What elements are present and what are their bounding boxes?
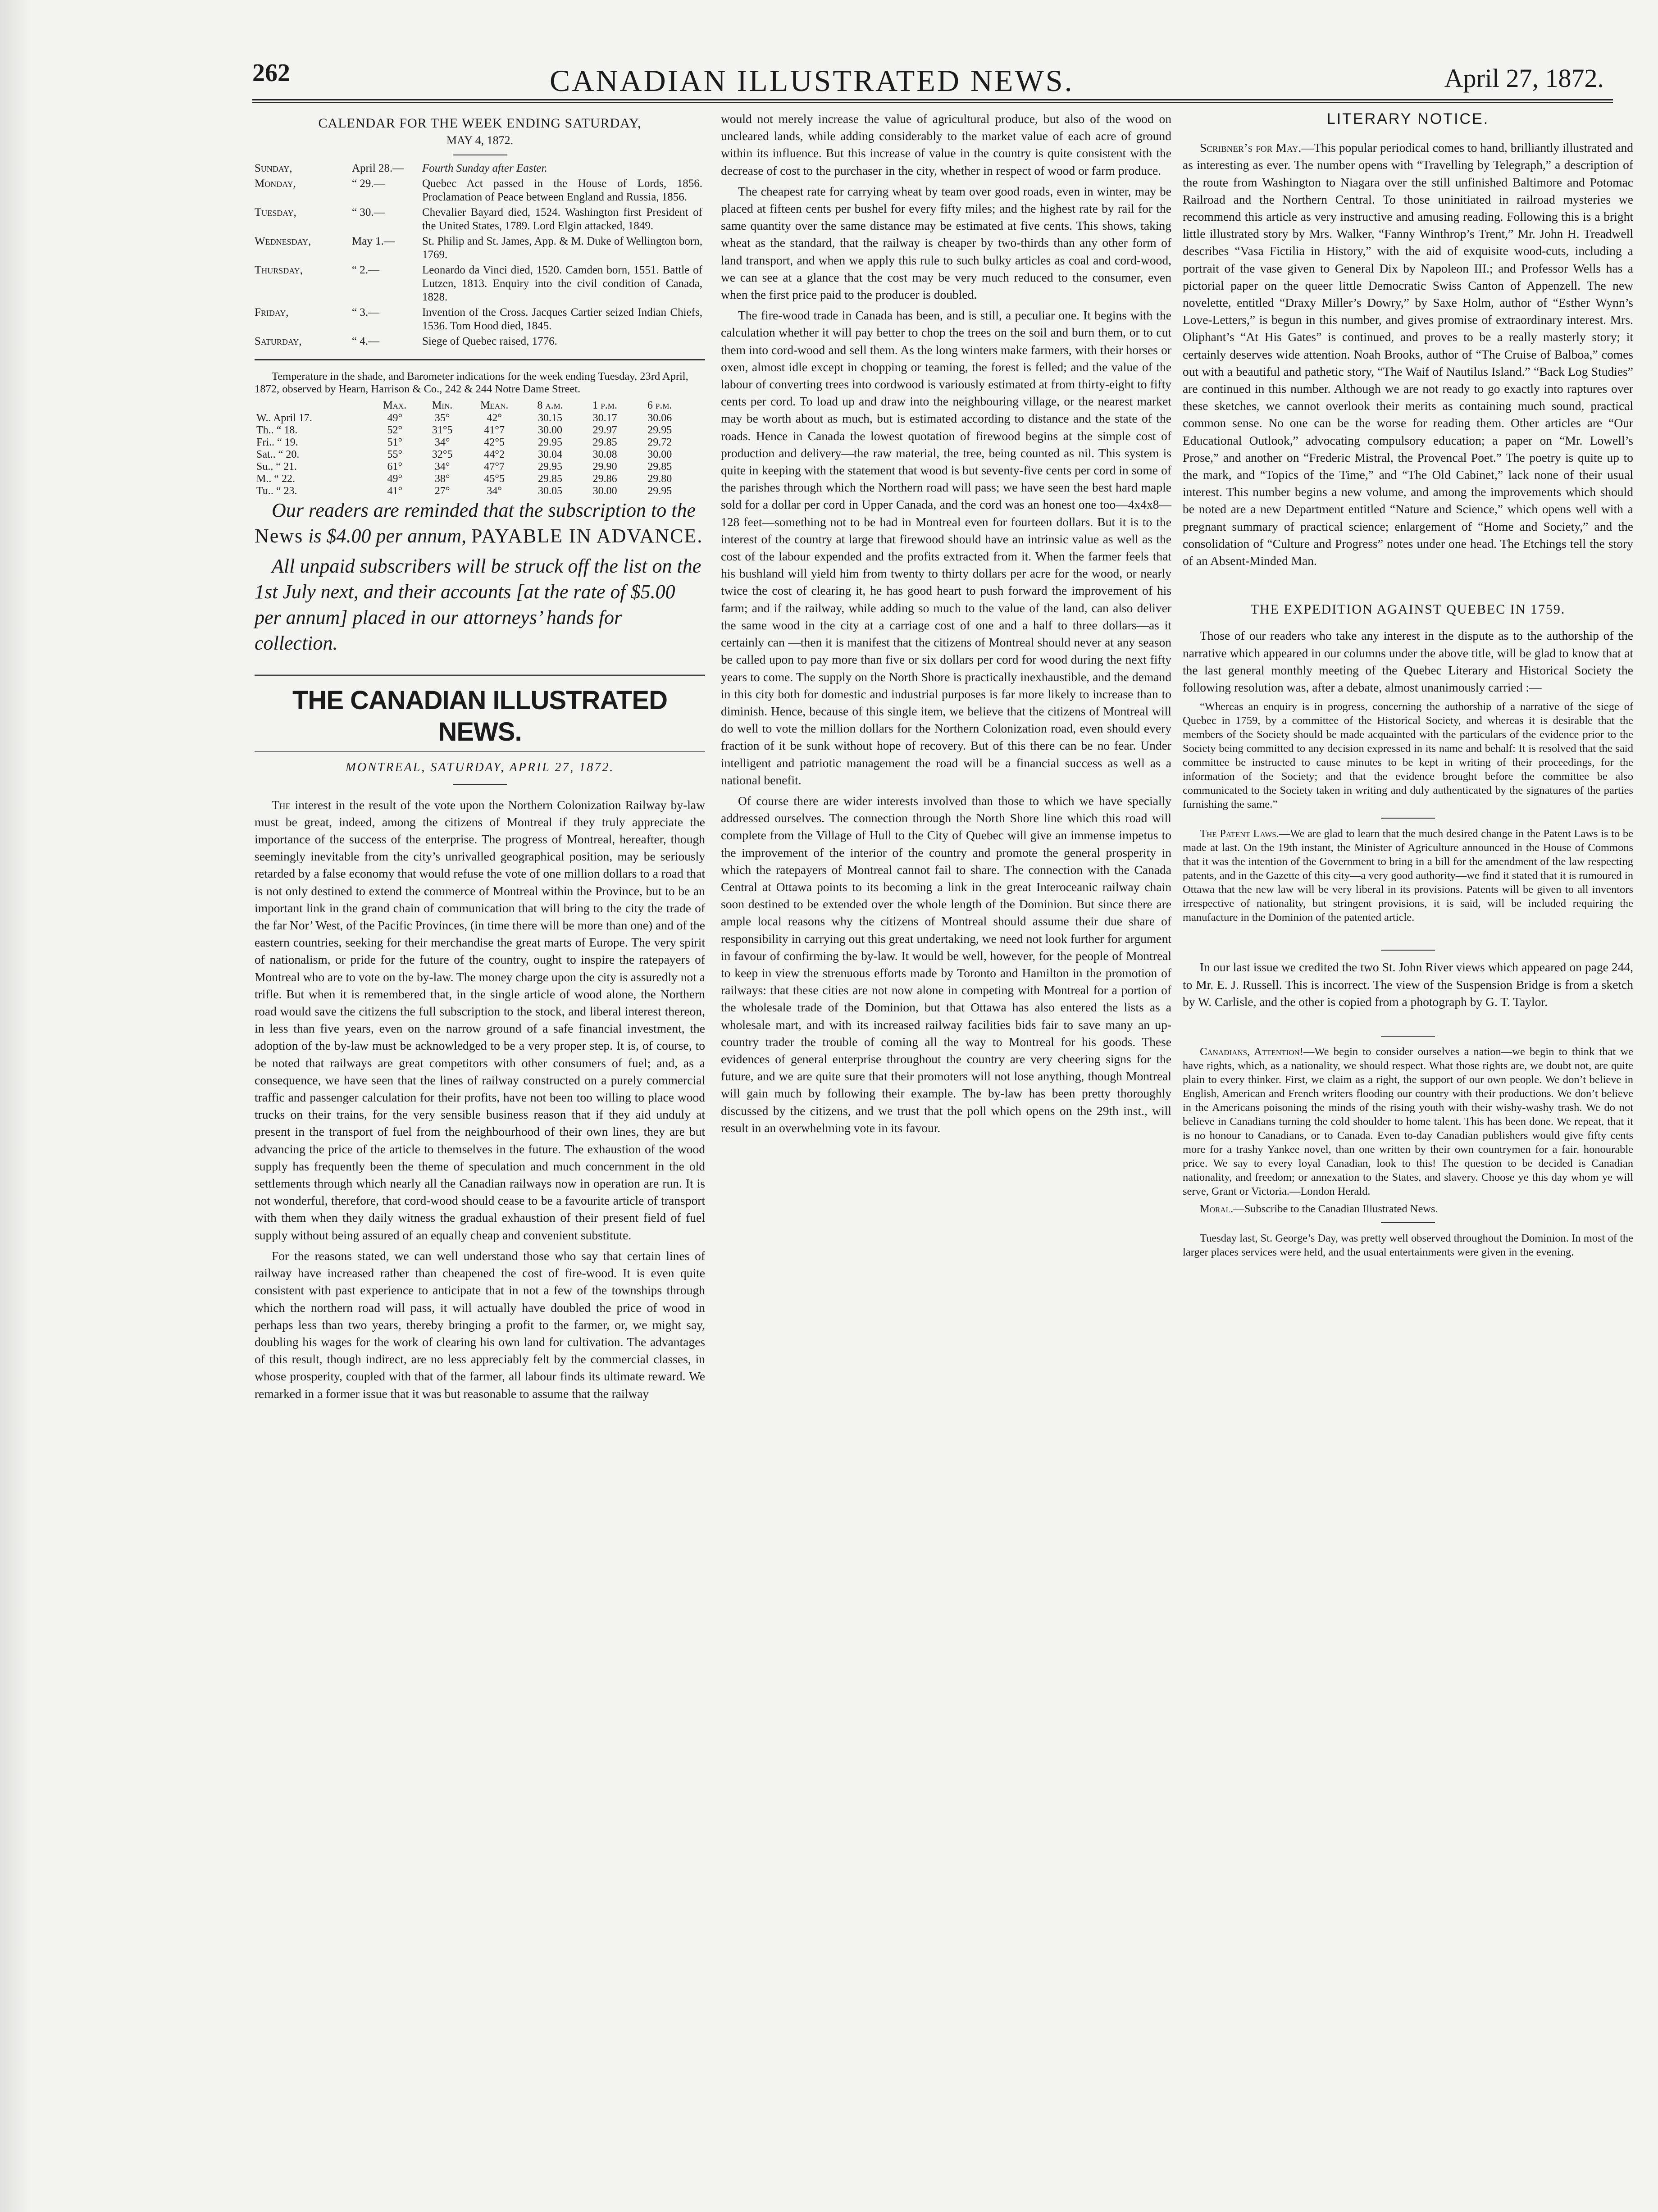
temperature-cell: 29.85 <box>592 437 617 449</box>
calendar-date: “ 4.— <box>352 335 380 348</box>
temperature-cell: 38° <box>434 473 450 485</box>
calendar-entry: Siege of Quebec raised, 1776. <box>422 335 557 348</box>
spacer <box>1183 928 1633 950</box>
temperature-cell: 34° <box>434 437 450 449</box>
temperature-cell: 30.08 <box>592 449 617 461</box>
temperature-cell: 42°5 <box>484 437 505 449</box>
calendar-entry: Quebec Act passed in the House of Lords, 1856. Proclamation of Peace between England and Russia, 1856. <box>422 178 702 204</box>
temperature-row <box>255 412 687 424</box>
calendar-day: Friday, <box>255 306 289 319</box>
patent-laws-notice: The Patent Laws.—We are glad to learn that the much desired change in the Patent Laws is to be made at last. On the 19th instant, the Minister of Agriculture announced in the House of Commons that it was the intention of the Government to bring in a bill for the amendment of the law respecting patents, and in the Gazette of this city—a very good authority—we find it stated that it is rumoured in Ottawa that the new law will be very liberal in its provisions. Patents will be given to all inventors irrespective of nationality, but stringent provisions, it is said, will be included requiring the manufacture in the Dominion of the patented article. <box>1183 828 1633 924</box>
temperature-header: Min. <box>432 400 453 412</box>
temperature-cell: Sat.. “ 20. <box>256 449 300 461</box>
temperature-row <box>255 424 687 437</box>
calendar-row <box>255 206 705 235</box>
temperature-cell: 41° <box>387 485 403 497</box>
temperature-cell: 29.97 <box>592 424 617 437</box>
masthead <box>252 59 1604 104</box>
temperature-cell: 51° <box>387 437 403 449</box>
temperature-cell: 27° <box>434 485 450 497</box>
expedition-resolution: “Whereas an enquiry is in progress, concerning the authorship of a narrative of the siege of Quebec in 1759, by a committee of the Historical Society, and whereas it is desirable that the members of the Society should be made acquainted with the particulars of the evidence prior to the Society being committed to any decision expressed in its name and behalf: It is resolved that the said committee be instructed to cause minutes to be kept in writing of their proceedings, for the information of the Society; and that the evidence brought before the committee be also communicated to the Society taken in writing and duly authenticated by the signatures of the parties furnishing the same.” <box>1183 701 1633 811</box>
editorial-masthead: THE CANADIAN ILLUSTRATED NEWS. <box>292 686 667 747</box>
temperature-cell: 30.00 <box>538 424 563 437</box>
temperature-cell: 41°7 <box>484 424 505 437</box>
temperature-cell: 30.05 <box>538 485 563 497</box>
temperature-cell: 29.85 <box>647 461 672 473</box>
temperature-cell: Th.. “ 18. <box>256 424 298 437</box>
temperature-header: Mean. <box>480 400 509 412</box>
temperature-cell: 29.86 <box>592 473 617 485</box>
st-george-notice: Tuesday last, St. George’s Day, was pretty well observed throughout the Dominion. In most of the larger places services were held, and the usual entertainments were given in the evening. <box>1183 1232 1633 1258</box>
calendar-entry: Leonardo da Vinci died, 1520. Camden born, 1551. Battle of Lutzen, 1813. Enquiry into the civil condition of Canada, 1828. <box>422 264 702 304</box>
temperature-cell: 30.15 <box>538 412 563 424</box>
calendar-date: “ 29.— <box>352 178 385 190</box>
temperature-cell: 44°2 <box>484 449 505 461</box>
subscription-notice: Our readers are reminded that the subscription to the News is $4.00 per annum, PAYABLE IN ADVANCE. <box>255 499 703 547</box>
editorial-paragraph: The interest in the result of the vote upon the Northern Colonization Railway by-law must be great, indeed, among the citizens of Montreal if they truly appreciate the importance of the success of the enterprise. The progress of Montreal, hereafter, though seemingly inevitable from the city’s unrivalled geographical position, may be seriously retarded by a false economy that would refuse the vote of one million dollars to a road that is not only destined to extend the commerce of Montreal within the Province, but to be an important link in the grand chain of communication that will bring to the city the trade of the far Nor’ West, of the Pacific Provinces, (in time there will be more than one) and of the eastern countries, seeking for their merchandise the great marts of Europe. The very spirit of nationalism, or pride for the future of the country, ought to inspire the ratepayers of Montreal who are to vote on the by-law. The money charge upon the city is assuredly not a trifle. But when it is remembered that, in the single article of wood alone, the Northern road would save the citizens the full subscription to the stock, and liberal interest thereon, in less than five years, even on the narrow ground of a safe financial investment, the adoption of the by-law must be acknowledged to be a very proper step. It is, of course, to be noted that railways are great competitors with other consumers of fuel; and, as a consequence, we have seen that the lines of railway constructed on a purely commercial traffic and passenger calculation for their profits, have not been too willing to place wood trucks on their trains, for the very sensible business reason that if they aid unduly at present in the transport of fuel from the neighbourhood of their own lines, they are but advancing the price of the article to themselves in the future. The exhaustion of the wood supply has frequently been the theme of speculation and much concernment in the old settlements through which nearly all the Canadian railways now in operation are run. It is not wonderful, therefore, that cord-wood should cease to be a favourite article of transport with them when they daily witness the gradual exhaustion of their present field of fuel supply without being assured of an equally cheap and convenient substitute. <box>255 797 705 1242</box>
calendar-entry: Chevalier Bayard died, 1524. Washington first President of the United States, 1789. Lord Elgin attacked, 1849. <box>422 206 702 232</box>
calendar-table <box>255 162 705 350</box>
literary-notice-title: LITERARY NOTICE. <box>1326 110 1489 127</box>
short-divider <box>453 784 507 785</box>
calendar-date: “ 2.— <box>352 264 380 277</box>
masthead-rule <box>252 99 1613 103</box>
temperature-row <box>255 437 687 449</box>
calendar-day: Saturday, <box>255 335 302 348</box>
editorial-paragraph: Of course there are wider interests involved than those to which we have specially addressed ourselves. The connection through the North Shore line which this road will complete from the Village of Hull to the City of Quebec will give an immense impetus to the improvement of the interior of the country and promote the general prosperity in which the ratepayers of Montreal cannot fail to share. The connection with the Canada Central at Ottawa points to its becoming a link in the great Interoceanic railway chain soon destined to be extended over the whole length of the Dominion. But since there are ample local reasons why the citizens of Montreal should assume their due share of responsibility in carrying out this great undertaking, we need not look further for argument in favour of confirming the by-law. It would be well, however, for the people of Montreal to keep in view the strenuous efforts made by Toronto and Hamilton in the promotion of railways: that these cities are not now alone in competing with Montreal for a portion of the wholesale trade of the Dominion, but that Ottawa has also entered the lists as a wholesale mart, and with its increased railway facilities bids fair to save many an up-country trader the trouble of coming all the way to Montreal for his goods. These evidences of general enterprise throughout the country are very cheering signs for the future, and we are quite sure that their promoters will not lose anything, though Montreal will gain much by following their example. The by-law has been pretty thoroughly discussed by the citizens, and we trust that the poll which opens on the 29th inst., will result in an overwhelming vote in its favour. <box>721 793 1171 1135</box>
editorial-dateline: MONTREAL, SATURDAY, APRIL 27, 1872. <box>345 760 615 775</box>
calendar-day: Thursday, <box>255 264 303 277</box>
calendar-entry: Invention of the Cross. Jacques Cartier seized Indian Chiefs, 1536. Tom Hood died, 1845. <box>422 306 702 332</box>
temperature-cell: 30.00 <box>647 449 672 461</box>
expedition-intro: Those of our readers who take any interest in the dispute as to the authorship of the narrative which appeared in our columns under the above title, will be glad to know that at the last general monthly meeting of the Quebec Literary and Historical Society the following resolution was, after a debate, almost unanimously carried :— <box>1183 628 1633 695</box>
temperature-cell: 30.00 <box>592 485 617 497</box>
short-divider <box>1381 950 1435 951</box>
temperature-cell: Tu.. “ 23. <box>256 485 297 497</box>
column-middle <box>721 110 1171 1140</box>
temperature-cell: 30.06 <box>647 412 672 424</box>
temperature-cell: 29.85 <box>538 473 563 485</box>
calendar-date: May 1.— <box>352 235 395 248</box>
short-divider <box>1381 818 1435 819</box>
editorial-paragraph: The cheapest rate for carrying wheat by team over good roads, even in winter, may be placed at fifteen cents per bushel for every fifty miles; and the highest rate by rail for the same quantity over the same distance may be estimated at five cents. This shows, taking wheat as the standard, that the railway is cheaper by two-thirds than any other form of land transport, and when we apply this rule to such bulky articles as coal and cord-wood, we can see at a glance that the cost may be very much reduced to the consumer, even when the first price paid to the producer is doubled. <box>721 184 1171 302</box>
unpaid-notice: All unpaid subscribers will be struck off the list on the 1st July next, and their accounts [at the rate of $5.00 per annum] placed in our attorneys’ hands for collection. <box>255 555 701 655</box>
temperature-cell: 29.95 <box>647 485 672 497</box>
temperature-cell: 31°5 <box>432 424 453 437</box>
correction-notice: In our last issue we credited the two St. John River views which appeared on page 244, to Mr. E. J. Russell. This is incorrect. The view of the Suspension Bridge is from a sketch by W. Carlisle, and the other is copied from a photograph by G. T. Taylor. <box>1183 960 1633 1009</box>
temperature-cell: Fri.. “ 19. <box>256 437 298 449</box>
temperature-cell: 30.04 <box>538 449 563 461</box>
temperature-cell: 47°7 <box>484 461 505 473</box>
expedition-title: THE EXPEDITION AGAINST QUEBEC IN 1759. <box>1250 602 1566 617</box>
calendar-day: Wednesday, <box>255 235 311 248</box>
temperature-cell: 29.95 <box>538 461 563 473</box>
temperature-header <box>255 399 371 412</box>
calendar-row <box>255 306 705 335</box>
column-right <box>1183 110 1633 1263</box>
temperature-cell: 34° <box>434 461 450 473</box>
temperature-cell: W.. April 17. <box>256 412 312 424</box>
literary-notice: Scribner’s for May.—This popular periodical comes to hand, brilliantly illustrated and as interesting as ever. The number opens with “Travelling by Telegraph,” a description of the route from Washington to Niagara over the still unfinished Baltimore and Potomac Railroad and the Northern Central. To those uninitiated in railroad mysteries we recommend this article as very instructive and amusing reading. Following this is a bright little illustrated story by Mrs. Walker, “Fanny Winthrop’s Trent,” Mr. John H. Treadwell describes “Vasa Fictilia in History,” with the aid of exquisite wood-cuts, including a portrait of the vase given to General Dix by Napoleon III.; and Professor Wells has a pictorial paper on the queer little Democratic Swiss Canton of Appenzell. The new novelette, entitled “Draxy Miller’s Dowry,” by Saxe Holm, author of “Esther Wynn’s Love-Letters,” is begun in this number, and gives promise of extraordinary interest. Mrs. Oliphant’s “At His Gates” is continued, and proves to be a really masterly story; it certainly deserves wide attention. Noah Brooks, author of “The Cruise of Balboa,” comes out with a beautiful and pathetic story, “The Waif of Nautilus Island.” “Back Log Studies” are continued in this number. Although we are not ready to go exactly into raptures over these sketches, we cannot overlook their merits as containing much sound, practical common sense. No one can be the worse for reading them. Other articles are “Our Educational Outlook,” advocating compulsory education; a paper on “Mr. Lowell’s Prose,” and another on “Frederic Mistral, the Provencal Poet.” The poetry is quite up to the mark, and “Topics of the Time,” and “The Old Cabinet,” lack none of their usual interest. This number begins a new volume, and among the improvements which should be noted are a new Department entitled “Nature and Science,” which opens well with a pregnant summary of practical science; enlargement of “Home and Society,” and the consolidation of “Culture and Progress” notes under one head. The Etchings tell the story of an Absent-Minded Man. <box>1183 141 1633 568</box>
temperature-cell: Su.. “ 21. <box>256 461 297 473</box>
temperature-row <box>255 461 687 473</box>
calendar-entry: Fourth Sunday after Easter. <box>422 162 547 175</box>
calendar-day: Sunday, <box>255 162 292 175</box>
temperature-cell: 32°5 <box>432 449 453 461</box>
temperature-header: 6 p.m. <box>647 400 672 412</box>
temperature-header-row <box>255 399 687 412</box>
page-title: CANADIAN ILLUSTRATED NEWS. <box>550 64 1074 98</box>
temperature-cell: 29.80 <box>647 473 672 485</box>
temperature-row <box>255 485 687 497</box>
temperature-table <box>255 399 687 497</box>
temperature-cell: 42° <box>487 412 502 424</box>
calendar-row <box>255 235 705 264</box>
page-number: 262 <box>252 59 290 87</box>
temperature-cell: 30.17 <box>592 412 617 424</box>
temperature-cell: 45°5 <box>484 473 505 485</box>
temperature-cell: 61° <box>387 461 403 473</box>
temperature-cell: 49° <box>387 412 403 424</box>
calendar-date: “ 30.— <box>352 206 385 219</box>
calendar-entry: St. Philip and St. James, App. & M. Duke of Wellington born, 1769. <box>422 235 702 261</box>
calendar-subtitle: MAY 4, 1872. <box>446 134 514 147</box>
temperature-row <box>255 449 687 461</box>
calendar-date: April 28.— <box>352 162 404 175</box>
editorial-paragraph: For the reasons stated, we can well understand those who say that certain lines of railway have increased rather than cheapened the cost of fire-wood. It is even quite consistent with past experience to anticipate that in not a few of the townships through which the northern road will pass, it will actually have doubled the price of wood in perhaps less than two years, thereby bringing a profit to the farmer, or, we might say, doubling his wages for the work of clearing his own land for cultivation. The advantages of this result, though indirect, are no less appreciably felt by the commercial classes, in whose prosperity, coupled with that of the farmer, all labour finds its ultimate reward. We remarked in a former issue that it was but reasonable to assume that the railway <box>255 1248 705 1401</box>
moral-line: Moral.—Subscribe to the Canadian Illustrated News. <box>1200 1202 1438 1215</box>
ornamental-rule <box>255 674 705 676</box>
calendar-title: CALENDAR FOR THE WEEK ENDING SATURDAY, <box>318 116 642 131</box>
calendar-date: “ 3.— <box>352 306 380 319</box>
spacer <box>1183 1014 1633 1036</box>
calendar-day: Monday, <box>255 178 296 190</box>
calendar-row <box>255 177 705 206</box>
temperature-cell: M.. “ 22. <box>256 473 295 485</box>
temperature-cell: 34° <box>487 485 502 497</box>
temperature-row <box>255 473 687 485</box>
temperature-header: 8 a.m. <box>537 400 563 412</box>
temperature-cell: 35° <box>434 412 450 424</box>
calendar-row <box>255 162 705 177</box>
temperature-cell: 29.95 <box>538 437 563 449</box>
canadians-attention-notice: Canadians, Attention!—We begin to consider ourselves a nation—we begin to think that we have rights, which, as a nationality, we should respect. What those rights are, we doubt not, are quite plain to every thinker. First, we claim as a right, the support of our own people. We don’t believe in English, American and French writers flooding our country with their productions. We don’t believe in the Americans poisoning the minds of the rising youth with their wishy-washy trash. We do not believe in Canadians turning the cold shoulder to home talent. This has been done. We repeat, that it is no honour to Canadians, or to Canada. Even to-day Canadian publishers would give fifty cents more for a trashy Yankee novel, than one written by their own countrymen for a fair, honourable price. We say to every loyal Canadian, look to this! The question to be decided is Canadian nationality, and freedom; or annexation to the States, and slavery. Choose ye this day whom ye will serve, Grant or Victoria.—London Herald. <box>1183 1045 1633 1197</box>
editorial-paragraph: would not merely increase the value of agricultural produce, but also of the wood on uncleared lands, while adding considerably to the market value of each acre of ground within its influence. But this increase of value in the country is quite consistent with the decrease of cost to the purchaser in the city, whether in respect of wood or farm produce. <box>721 112 1171 178</box>
short-divider <box>1381 1222 1435 1223</box>
calendar-day: Tuesday, <box>255 206 296 219</box>
section-divider <box>255 359 705 360</box>
temperature-cell: 29.95 <box>647 424 672 437</box>
calendar-row <box>255 264 705 306</box>
editorial-paragraph: The fire-wood trade in Canada has been, and is still, a peculiar one. It begins with the calculation whether it will pay better to chop the trees on the soil and burn them, or to cut them into cord-wood and sell them. As the long winters make farmers, with their horses or oxen, almost idle except in chopping or teaming, the forest is felled; and the value of the labour of converting trees into cordwood is variously estimated at from thirty-eight to fifty cents per cord. To load up and draw into the neighbouring village, or the nearest market may be worth about as much, but is estimated according to distance and the state of the roads. Hence in Canada the lowest quotation of firewood begins at the simple cost of production and delivery—the raw material, the tree, being counted as nil. This system is quite in keeping with the statement that wood is but seventy-five cents per cord in some of the parishes through which the Northern road will pass; we have seen the best hard maple sold for a dollar per cord in Upper Canada, and the cord was an honest one too—4x4x8—128 feet—something not to be had in Montreal even for fourteen dollars. But it is to the interest of the country at large that firewood should have an intrinsic value as well as the cost of the labour expended and the profits extracted from it. When the farmer feels that his bushland will yield him from twenty to thirty dollars per acre for the wood, or nearly twice the cost of clearing it, he has good heart to push forward the improvement of his farm; and if the railway, while adding so much to the value of the land, can also deliver the same wood in the city at a carriage cost of one and a half to three dollars—as it certainly can —then it is manifest that the citizens of Montreal should never at any season be called upon to pay more than five or six dollars per cord for wood during the next fifty years to come. The supply on the North Shore is practically inexhaustible, and the demand in this city both for domestic and industrial purposes is far more likely to increase than to diminish. Hence, because of this single item, we believe that the citizens of Montreal will do well to vote the million dollars for the Northern Colonization road, even should every fraction of it be sunk without hope of recovery. But of this there can be no fear. Under intelligent and patriotic management the road will be a financial success as well as a national benefit. <box>721 308 1171 787</box>
temperature-cell: 52° <box>387 424 403 437</box>
column-left <box>255 110 705 1406</box>
temperature-cell: 55° <box>387 449 403 461</box>
calendar-row <box>255 335 705 350</box>
issue-date: April 27, 1872. <box>1444 64 1604 93</box>
temperature-cell: 29.90 <box>592 461 617 473</box>
short-divider <box>1381 1036 1435 1037</box>
page-edge-shadow <box>0 0 32 2212</box>
temperature-cell: 49° <box>387 473 403 485</box>
temperature-header: Max. <box>383 400 407 412</box>
temperature-intro: Temperature in the shade, and Barometer indications for the week ending Tuesday, 23rd April, 1872, observed by Hearn, Harrison & Co., 242 & 244 Notre Dame Street. <box>255 370 688 396</box>
temperature-header: 1 p.m. <box>592 400 617 412</box>
temperature-cell: 29.72 <box>647 437 672 449</box>
masthead-underline <box>255 751 705 752</box>
